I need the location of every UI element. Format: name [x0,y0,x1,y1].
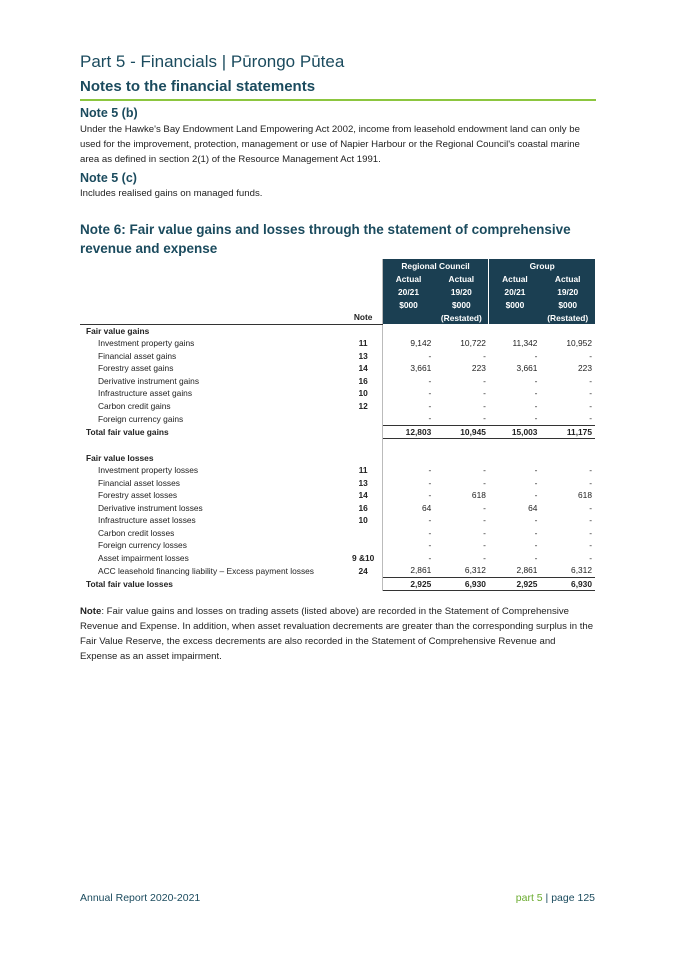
note-cell [345,324,383,337]
table-footnote [80,604,595,664]
footnote-label: Note [80,606,102,617]
row-value: - [483,350,486,361]
row-value: - [589,552,592,563]
row-label: Infrastructure asset losses [98,515,196,526]
row-label: Carbon credit gains [98,400,171,411]
row-value: - [534,400,538,411]
row-note: 16 [345,375,383,388]
table-row [80,362,595,375]
total-value: 11,175 [540,425,595,439]
col-header: (Restated) [540,311,595,324]
value-cell [382,324,434,337]
note-5b-heading: Note 5 (b) [80,106,138,120]
row-value: - [589,502,592,513]
note-cell [345,452,383,465]
row-value: - [428,552,432,563]
total-value: 2,925 [382,577,434,591]
row-value: - [534,375,538,386]
row-value: - [589,540,592,551]
col-header: Actual [382,272,434,285]
total-value: 2,925 [489,577,541,591]
col-header [382,311,434,324]
row-label: Financial asset losses [98,477,180,488]
row-label: Derivative instrument gains [98,375,200,386]
row-value: - [534,540,538,551]
row-value: 223 [471,363,486,374]
row-value: 6,312 [571,565,592,576]
row-value: - [589,465,592,476]
table-row [80,552,595,565]
row-note: 9 &10 [345,552,383,565]
total-label: Total fair value gains [86,426,169,437]
col-header: Actual [434,272,489,285]
page-part-title: Part 5 - Financials | Pūrongo Pūtea [80,52,345,71]
footer-page-number: page 125 [551,892,595,904]
value-cell [540,452,595,465]
row-note: 13 [345,350,383,363]
note-6-heading: Note 6: Fair value gains and losses through the statement of comprehensive revenue and expense [80,222,571,256]
value-cell [489,324,541,337]
row-value: - [534,527,538,538]
row-value: 2,861 [410,565,432,576]
row-value: - [428,400,432,411]
row-value: - [483,540,486,551]
total-value: 6,930 [540,577,595,591]
group-header-council: Regional Council [382,259,489,272]
row-value: 618 [471,490,486,501]
table-row [80,387,595,400]
row-label: Financial asset gains [98,350,177,361]
col-header: $000 [434,298,489,311]
row-note: 14 [345,362,383,375]
table-row [80,375,595,388]
row-value: - [589,515,592,526]
row-value: - [428,350,432,361]
row-value: 3,661 [410,363,432,374]
footer-separator: | [542,892,552,904]
total-value: 15,003 [489,425,541,439]
value-cell [540,324,595,337]
row-value: - [428,375,432,386]
note-cell [345,577,383,591]
row-note: 13 [345,477,383,490]
row-note: 10 [345,387,383,400]
row-value: - [589,375,592,386]
row-note: 16 [345,502,383,515]
spacer-row [80,439,595,452]
row-note: 12 [345,400,383,413]
col-header: $000 [382,298,434,311]
row-value: - [428,527,432,538]
row-value: - [428,477,432,488]
total-value: 12,803 [382,425,434,439]
row-value: - [534,465,538,476]
section-row [80,324,595,337]
row-value: - [428,465,432,476]
row-value: - [428,413,432,424]
total-row [80,425,595,439]
footer-page-info [516,892,595,904]
footnote-text: : Fair value gains and losses on trading assets (listed above) are recorded in the Statement of Comprehensive Revenue and Expense. In addition, when asset revaluation decrements are greater than the corresponding surplus in the Fair Value Reserve, the excess decrements are also recorded in the Statement of Comprehensive Revenue and Expense as an asset impairment. [80,606,594,662]
row-label: Derivative instrument losses [98,502,203,513]
col-header [489,311,541,324]
row-label: ACC leasehold financing liability – Excess payment losses [98,565,314,576]
value-cell [434,452,489,465]
row-label: Investment property gains [98,338,195,349]
col-header: (Restated) [434,311,489,324]
row-value: - [589,388,592,399]
row-label: Infrastructure asset gains [98,388,193,399]
group-header-group: Group [489,259,595,272]
col-header: $000 [489,298,541,311]
table-row [80,350,595,363]
table-row [80,564,595,577]
table-row [80,527,595,540]
row-note: 11 [345,337,383,350]
row-value: 10,952 [566,338,592,349]
note-5c-heading: Note 5 (c) [80,171,137,185]
row-value: - [589,413,592,424]
row-value: - [534,515,538,526]
row-value: 2,861 [516,565,538,576]
row-value: - [534,552,538,563]
value-cell [489,452,541,465]
total-value: 10,945 [434,425,489,439]
total-label: Total fair value losses [86,578,173,589]
spacer [489,439,541,452]
row-value: - [589,350,592,361]
footer-part: part 5 [515,892,543,904]
row-label: Foreign currency gains [98,413,184,424]
row-value: - [483,527,486,538]
col-header: Actual [540,272,595,285]
row-value: - [534,413,538,424]
row-label: Forestry asset gains [98,363,174,374]
spacer [382,439,434,452]
row-note [345,412,383,425]
col-header: 20/21 [489,285,541,298]
row-value: - [589,527,592,538]
note-col-header: Note [345,311,383,324]
losses-heading: Fair value losses [86,452,154,463]
row-note: 10 [345,514,383,527]
table-row [80,464,595,477]
row-value: - [589,400,592,411]
footer-report-title: Annual Report 2020-2021 [80,892,201,904]
table-row [80,502,595,515]
row-value: 618 [578,490,592,501]
note-cell [345,439,383,452]
row-value: 9,142 [410,338,432,349]
row-value: 10,722 [460,338,486,349]
spacer [540,439,595,452]
row-value: - [534,350,538,361]
row-value: 11,342 [512,338,538,349]
col-header: 19/20 [434,285,489,298]
row-value: - [483,388,486,399]
note-5b-text: Under the Hawke's Bay Endowment Land Empowering Act 2002, income from leasehold endowment land can only be used for the improvement, protection, management or use of Napier Harbour or the Regional Council's coastal marine area as defined in section 2(1) of the Resource Management Act 1991. [80,124,580,165]
title-divider [80,99,596,101]
row-value: 6,312 [464,565,486,576]
row-value: 64 [528,502,538,513]
col-header: $000 [540,298,595,311]
row-note [345,527,383,540]
row-value: 223 [578,363,592,374]
value-cell [434,324,489,337]
table-row [80,489,595,502]
row-value: - [428,515,432,526]
row-label: Investment property losses [98,465,199,476]
table-row [80,400,595,413]
row-value: 3,661 [516,363,538,374]
row-value: - [483,465,486,476]
row-value: - [483,477,486,488]
row-value: - [428,490,432,501]
row-value: - [534,490,538,501]
total-row [80,577,595,591]
row-value: - [483,375,486,386]
row-value: - [483,502,486,513]
row-value: - [589,477,592,488]
row-note: 24 [345,564,383,577]
row-value: 64 [421,502,432,513]
note-cell [345,425,383,439]
value-cell [382,452,434,465]
note-5c-text: Includes realised gains on managed funds. [80,188,263,199]
table-row [80,412,595,425]
row-value: - [428,388,432,399]
row-value: - [534,477,538,488]
row-note: 11 [345,464,383,477]
row-label: Carbon credit losses [98,527,175,538]
row-label: Foreign currency losses [98,540,187,551]
row-value: - [534,388,538,399]
col-header: 20/21 [382,285,434,298]
gains-heading: Fair value gains [86,325,150,336]
spacer [80,439,345,452]
row-value: - [483,552,486,563]
section-row [80,452,595,465]
row-note [345,539,383,552]
table-row [80,514,595,527]
row-value: - [428,540,432,551]
table-row [80,337,595,350]
col-header: Actual [489,272,541,285]
col-header: 19/20 [540,285,595,298]
section-title: Notes to the financial statements [80,78,316,95]
spacer [434,439,489,452]
table-row [80,477,595,490]
table-row [80,539,595,552]
total-value: 6,930 [434,577,489,591]
row-value: - [483,413,486,424]
row-label: Forestry asset losses [98,490,178,501]
row-value: - [483,400,486,411]
row-label: Asset impairment losses [98,552,189,563]
row-note: 14 [345,489,383,502]
row-value: - [483,515,486,526]
fair-value-table [80,259,595,591]
